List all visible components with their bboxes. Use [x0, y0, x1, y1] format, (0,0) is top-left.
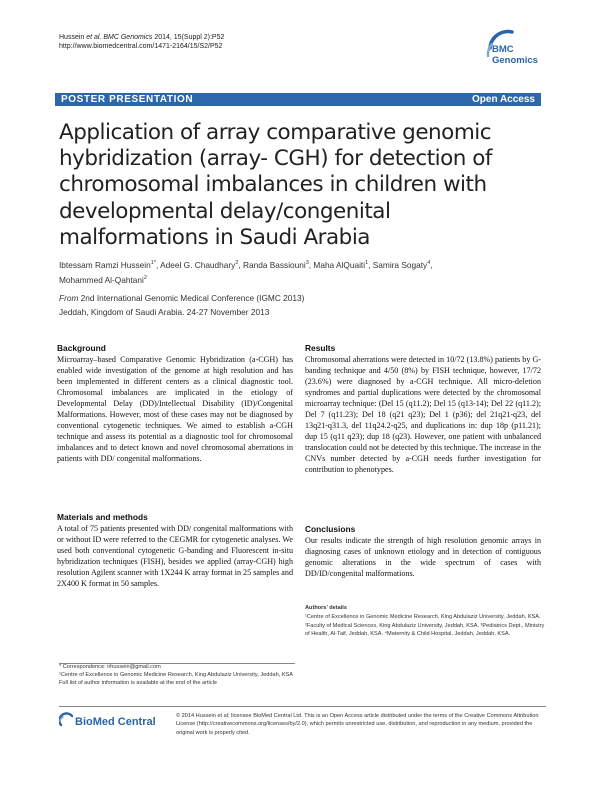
- biomed-central-logo-icon: [59, 712, 169, 730]
- citation-journal: et al. BMC Genomics: [86, 34, 153, 41]
- conference-place: Jeddah, Kingdom of Saudi Arabia. 24-27 November 2013: [59, 306, 270, 317]
- license-text: © 2014 Hussein et al; licensee BioMed Central Ltd. This is an Open Access article distributed under the terms of the Creative Commons Attribution License (http://creativecommons.org/licenses/by/2.0), which permits unrestricted use, distribution, and reproduction in any medium, provided the original work is properly cited.: [176, 713, 539, 736]
- author[interactable]: Samira Sogaty$^4$: [372, 259, 431, 270]
- authors-details-text: ¹Centre of Excellence in Genomic Medicine Research, King Abdulaziz University, Jeddah, KSA. ²Faculty of Medical Sciences, King Abdulaziz University, Jeddah, KSA. ³Pediatrics Dept., Ministry of Health, Al-Taif, Jeddah, KSA. ⁴Maternity & Child Hospital, Jeddah, Jeddah, KSA.: [305, 613, 545, 638]
- background-text: Microarray–based Comparative Genomic Hybridization (a-CGH) has enabled wide investigation of the genome at high resolution and has been implemented in different centers as a clinical diagnostic tool. Chromosomal imbalances are implicated in the etiology of Developmental Delay (DD)/Intellectual Disability (ID)/Congenital Malformations. However, most of these cases may not be diagnosed by conventional cytogenetic techniques. We aimed to establish a-CGH technique and assess its potential as a diagnostic tool for chromosomal imbalances and to detect known and novel chromosomal aberrations in patients with DD/ congenital malformations.: [57, 355, 293, 463]
- from-label: From: [59, 293, 79, 303]
- article-title: Application of array comparative genomic hybridization (array- CGH) for detection of chromosomal imbalances in children with developmental delay/congenital malformations in Saudi Arabia: [59, 120, 492, 250]
- poster-presentation-label: POSTER PRESENTATION: [61, 94, 194, 105]
- authors-details: [305, 604, 545, 639]
- citation-volume: 2014, 15(Suppl 2):P52: [152, 34, 225, 41]
- section-banner: [55, 93, 541, 106]
- biomed-central-logo-text: BioMed Central: [75, 716, 156, 728]
- methods-text: A total of 75 patients presented with DD/ congenital malformations with or without ID were referred to the CEGMR for cytogenetic analyses. We used both conventional cytogenetic G-banding and Fluorescent in-situ hybridization techniques (FISH), besides we applied (array-CGH) high resolution Agilent scanner with 1X244 K array format in 25 samples and 2X400 K format in 50 samples.: [57, 524, 293, 588]
- bmc-genomics-logo: [492, 44, 538, 66]
- conclusions-section: [305, 524, 541, 579]
- footnotes: [59, 664, 299, 687]
- author[interactable]: Mohammed Al-Qahtani$^2$: [59, 274, 147, 285]
- authors-details-heading: Authors’ details: [305, 605, 347, 611]
- methods-heading: Materials and methods: [57, 512, 148, 522]
- results-text: Chromosomal aberrations were detected in 10/72 (13.8%) patients by G-banding technique and 4/50 (8%) by FISH technique, however, 17/72 (23.6%) were diagnosed by a-CGH technique. All micro-deletion syndromes and partial duplications were detected by the chromosomal microarray technique: (Del 15 (q11.2); Del 15 (q13-14); Del 22 (q11.2); Del 7 (q11.23); Del 18 (q21 q23); Del 1 (p36); del 21q21-q23, del 13q21-q31.3, del 11q24.2-q25, and duplications in: dup 18p (p11.21); dup 15 (q11 q23); dup 18 (q23). However, one patient with unbalanced translocation could not be detected by this technique. The increase in the CNVs number detected by a-CGH needs further investigation for contribution to phenotypes.: [305, 355, 541, 474]
- open-access-label: Open Access: [472, 94, 535, 105]
- author-list: Ibtessam Ramzi Hussein$^{1*}$, Adeel G. Chaudhary$^2$, Randa Bassiouni$^3$, Maha AlQuaiti$^1$, Samira Sogaty$^4$, Mohammed Al-Qahtani$^2$: [59, 259, 433, 285]
- journal-citation: [59, 33, 224, 51]
- full-list-note: Full list of author information is available at the end of the article: [59, 679, 217, 686]
- logo-line-2: Genomics: [492, 55, 538, 66]
- citation-author: Hussein: [59, 34, 87, 41]
- author[interactable]: Adeel G. Chaudhary$^2$: [160, 259, 239, 270]
- conclusions-text: Our results indicate the strength of high resolution genomic arrays in diagnosing cases of unknown etiology and in detection of contiguous genomic alterations in the wide spectrum of cases with DD/ID/congenital malformations.: [305, 536, 541, 578]
- conference-info: [59, 292, 529, 319]
- author[interactable]: Maha AlQuaiti$^1$: [313, 259, 369, 270]
- license-divider: [59, 706, 546, 707]
- logo-line-1: BMC: [492, 44, 514, 55]
- conclusions-heading: Conclusions: [305, 524, 356, 534]
- results-heading: Results: [305, 343, 336, 353]
- methods-section: [57, 512, 293, 589]
- author[interactable]: Randa Bassiouni$^3$: [243, 259, 309, 270]
- background-heading: Background: [57, 343, 106, 353]
- correspondence[interactable]: * Correspondence: irhussein@gmail.com: [59, 664, 161, 670]
- affiliation-footnote: ¹Centre of Excellence in Genomic Medicine Research, King Abdulaziz University, Jeddah, KSA: [59, 671, 294, 678]
- background-section: [57, 343, 293, 464]
- conference-name: 2nd International Genomic Medical Conference (IGMC 2013): [78, 293, 305, 303]
- article-url[interactable]: http://www.biomedcentral.com/1471-2164/15/S2/P52: [59, 43, 223, 50]
- results-section: [305, 343, 541, 475]
- author[interactable]: Ibtessam Ramzi Hussein$^{1*}$: [59, 259, 156, 270]
